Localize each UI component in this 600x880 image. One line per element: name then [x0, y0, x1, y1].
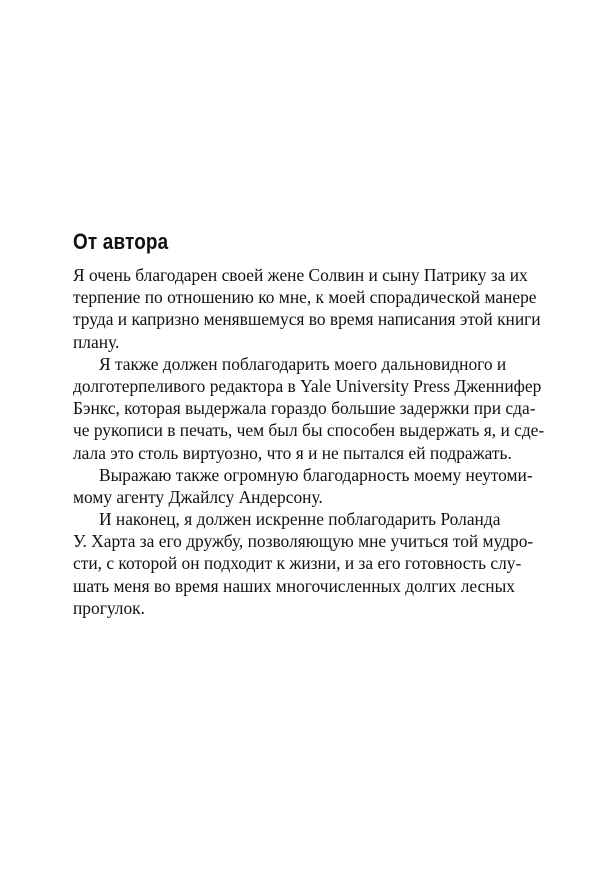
text-line: шать меня во время наших многочисленных долгих лесных [73, 575, 515, 596]
text-line: И наконец, я должен искренне поблагодарить Роланда [99, 509, 501, 530]
text-line: сти, с которой он подходит к жизни, и за его готовность слу- [73, 553, 522, 574]
chapter-heading: От автора [73, 229, 169, 254]
text-line: плану. [73, 331, 120, 352]
text-line: лала это столь виртуозно, что я и не пытался ей подражать. [73, 442, 512, 463]
text-line: У. Харта за его дружбу, позволяющую мне учиться той мудро- [73, 531, 534, 552]
text-line: долготерпеливого редактора в Yale University Press Дженнифер [73, 375, 542, 396]
text-line: прогулок. [73, 597, 145, 618]
text-line: Выражаю также огромную благодарность моему неутоми- [99, 464, 533, 485]
text-line: Я также должен поблагодарить моего дальновидного и [99, 353, 507, 374]
text-line: терпение по отношению ко мне, к моей спорадической манере [73, 287, 537, 308]
text-line: труда и капризно менявшемуся во время написания этой книги [73, 309, 541, 330]
text-line: че рукописи в печать, чем был бы способен выдержать я, и сде- [73, 420, 545, 441]
acknowledgements-text [73, 264, 545, 619]
text-line: Я очень благодарен своей жене Солвин и сыну Патрику за их [73, 265, 528, 285]
text-line: Бэнкс, которая выдержала гораздо большие задержки при сда- [73, 398, 536, 419]
text-line: мому агенту Джайлсу Андерсону. [73, 486, 323, 507]
